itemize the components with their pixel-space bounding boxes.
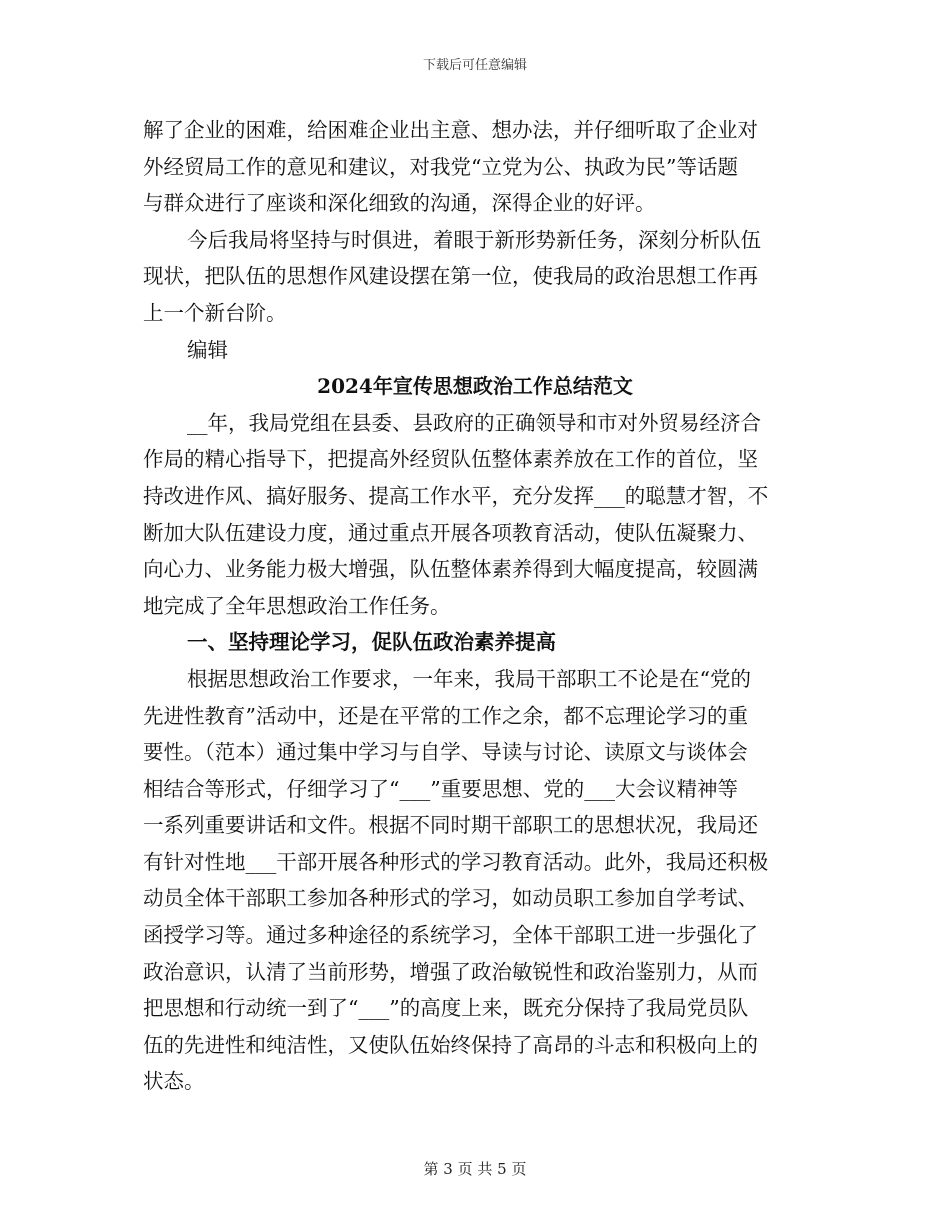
document-body xyxy=(143,112,807,1100)
text-line: 现状，把队伍的思想作风建设摆在第一位，使我局的政治思想工作再 xyxy=(143,264,758,289)
text-line: 状态。 xyxy=(143,1069,205,1094)
text-line: 向心力、业务能力极大增强，队伍整体素养得到大幅度提高，较圆满 xyxy=(143,557,758,582)
document-title: 2024年宣传思想政治工作总结范文 xyxy=(317,374,633,399)
text-line: 伍的先进性和纯洁性，又使队伍始终保持了高昂的斗志和积极向上的 xyxy=(143,1032,758,1057)
text-line: 上一个新台阶。 xyxy=(143,300,287,325)
text-line: 作局的精心指导下，把提高外经贸队伍整体素养放在工作的首位，坚 xyxy=(143,447,758,472)
text-line: 政治意识，认清了当前形势，增强了政治敏锐性和政治鉴别力，从而 xyxy=(143,959,758,984)
text-line: 今后我局将坚持与时俱进，着眼于新形势新任务，深刻分析队伍 xyxy=(187,227,761,252)
text-line: 根据思想政治工作要求，一年来，我局干部职工不论是在“党的 xyxy=(187,666,751,691)
page-header: 下载后可任意编辑 xyxy=(422,58,527,73)
text-line: 持改进作风、搞好服务、提高工作水平，充分发挥___的聪慧才智，不 xyxy=(143,483,769,508)
text-line: 函授学习等。通过多种途径的系统学习，全体干部职工进一步强化了 xyxy=(143,923,758,948)
page-footer: 第 3 页 共 5 页 xyxy=(423,1160,527,1178)
text-line: 与群众进行了座谈和深化细致的沟通，深得企业的好评。 xyxy=(143,191,656,216)
text-line: 要性。（范本）通过集中学习与自学、导读与讨论、读原文与谈体会 xyxy=(143,740,748,765)
text-line: 把思想和行动统一到了“___”的高度上来，既充分保持了我局党员队 xyxy=(143,996,749,1021)
text-line: 编辑 xyxy=(187,337,228,362)
text-line: 动员全体干部职工参加各种形式的学习，如动员职工参加自学考试、 xyxy=(143,886,758,911)
text-line: 有针对性地___干部开展各种形式的学习教育活动。此外，我局还积极 xyxy=(143,849,769,874)
text-line: 外经贸局工作的意见和建议，对我党“立党为公、执政为民”等话题 xyxy=(143,154,738,179)
text-line: 一系列重要讲话和文件。根据不同时期干部职工的思想状况，我局还 xyxy=(143,813,758,838)
text-line: 断加大队伍建设力度，通过重点开展各项教育活动，使队伍凝聚力、 xyxy=(143,520,758,545)
text-line: 先进性教育”活动中，还是在平常的工作之余，都不忘理论学习的重 xyxy=(143,703,748,728)
text-line: __年，我局党组在县委、县政府的正确领导和市对外贸易经济合 xyxy=(187,410,761,435)
text-line: 相结合等形式，仔细学习了“___”重要思想、党的___大会议精神等 xyxy=(143,776,738,801)
section-heading: 一、坚持理论学习，促队伍政治素养提高 xyxy=(187,630,556,655)
text-line: 地完成了全年思想政治工作任务。 xyxy=(143,593,451,618)
text-line: 解了企业的困难，给困难企业出主意、想办法，并仔细听取了企业对 xyxy=(143,118,758,142)
